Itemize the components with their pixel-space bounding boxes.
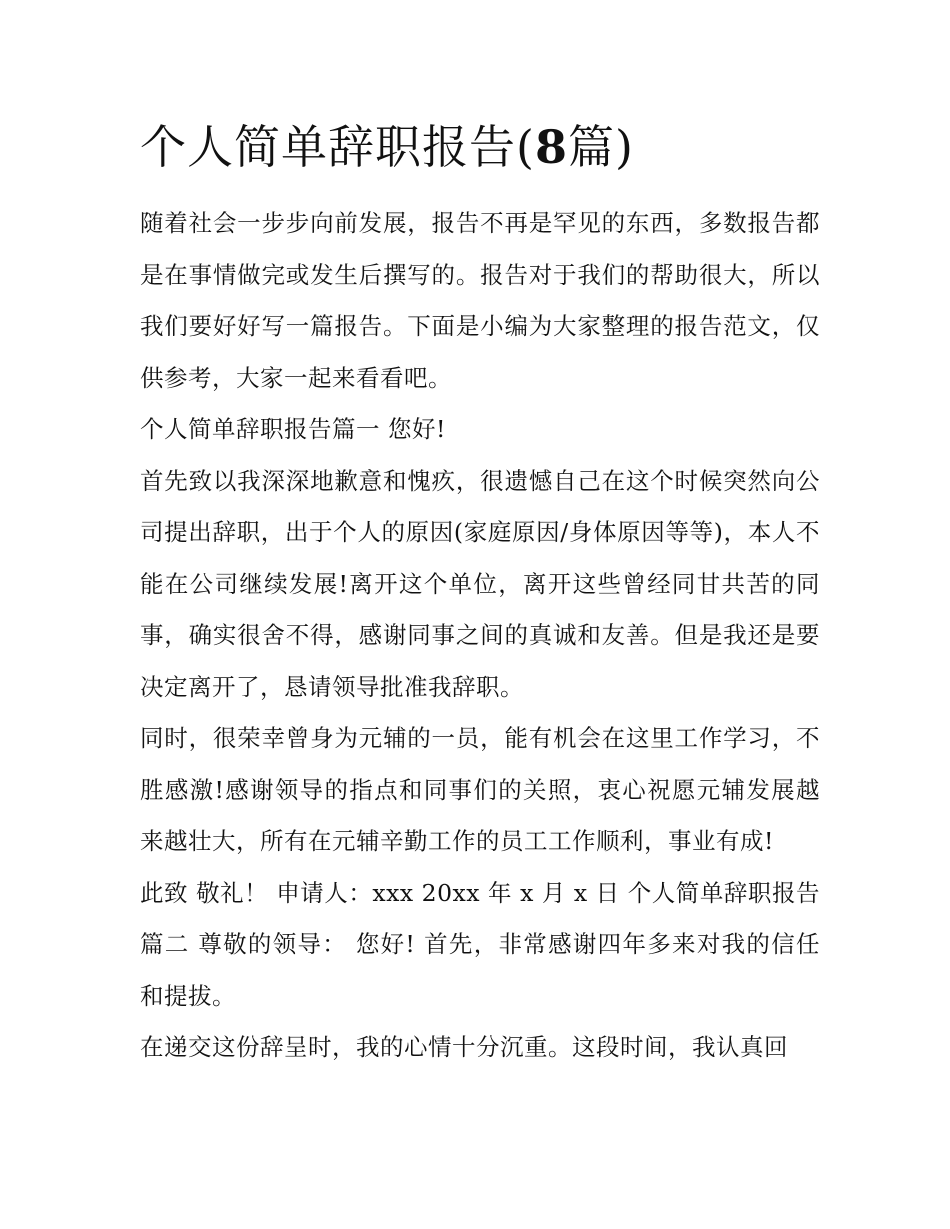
section-one-heading: 个人简单辞职报告篇一 您好! [140,415,446,443]
intro-paragraph: 随着社会一步步向前发展，报告不再是罕见的东西，多数报告都是在事情做完或发生后撰写的。报告对于我们的帮助很大，所以我们要好好写一篇报告。下面是小编为大家整理的报告范文，仅供参考，大家一起来看看吧。 [140,209,820,392]
title-suffix: 篇) [567,120,634,174]
body-paragraph: 同时，很荣幸曾身为元辅的一员，能有机会在这里工作学习，不胜感激!感谢领导的指点和同事们的关照，衷心祝愿元辅发展越来越壮大，所有在元辅辛勤工作的员工工作顺利，事业有成! [140,724,820,855]
document-title [140,110,820,184]
closing-paragraph: 此致 敬礼！ 申请人：xxx 20xx 年 x 月 x 日 个人简单辞职报告篇二 尊敬的领导： 您好! 首先，非常感谢四年多来对我的信任和提拔。 [140,878,820,1010]
body-paragraph: 在递交这份辞呈时，我的心情十分沉重。这段时间，我认真回 [140,1033,788,1061]
title-prefix: 个人简单辞职报告( [140,120,535,174]
body-paragraph: 首先致以我深深地歉意和愧疚，很遗憾自己在这个时候突然向公司提出辞职，出于个人的原因(家庭原因/身体原因等等)，本人不能在公司继续发展!离开这个单位，离开这些曾经同甘共苦的同事，确实很舍不得，感谢同事之间的真诚和友善。但是我还是要决定离开了，恳请领导批准我辞职。 [140,466,820,701]
document-page [140,110,820,1074]
title-number: 8 [534,120,568,174]
